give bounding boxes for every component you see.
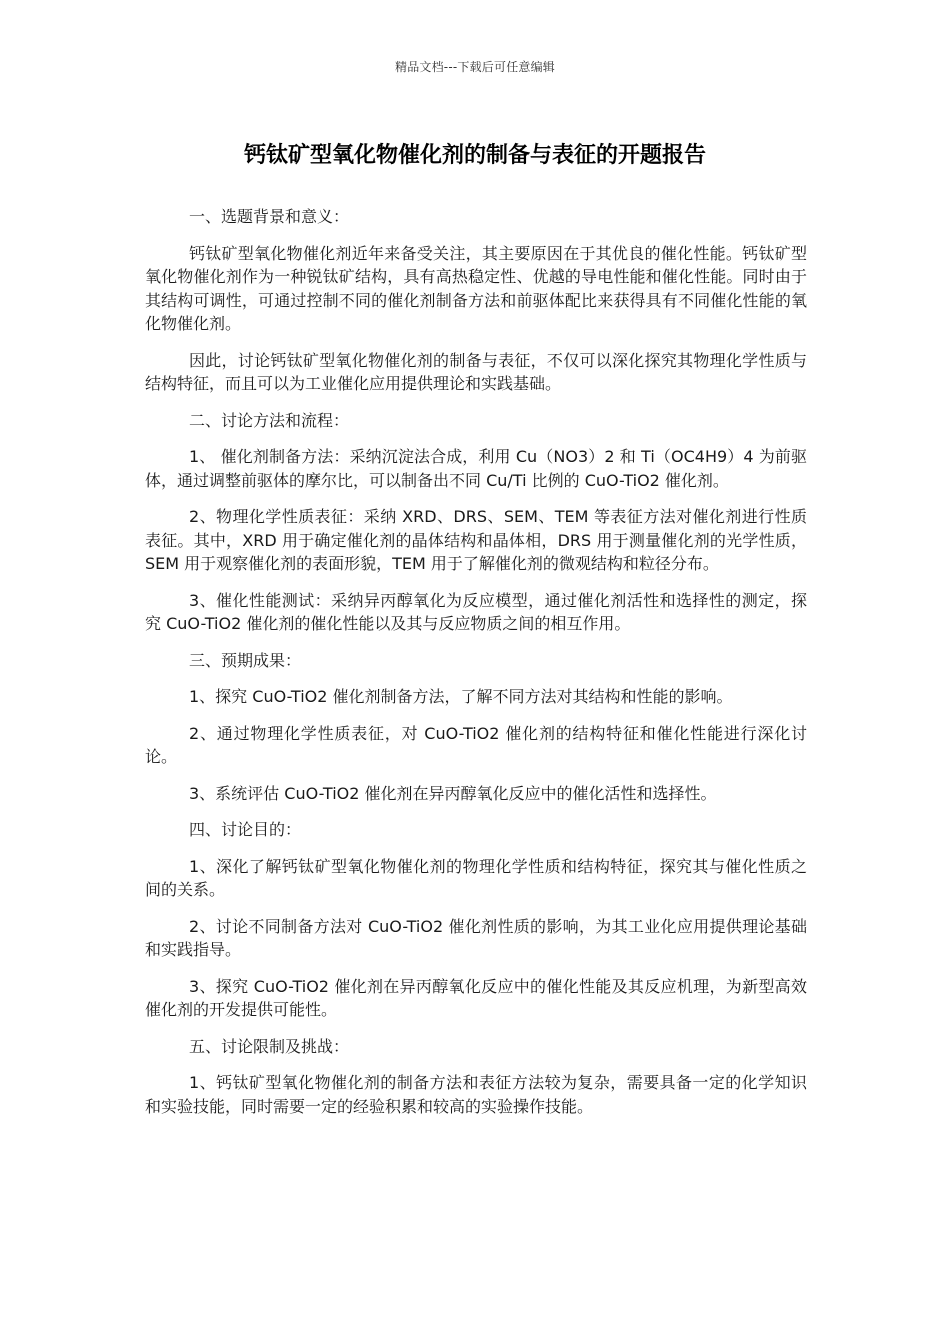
header-note: 精品文档---下载后可任意编辑: [395, 60, 555, 74]
list-item: 1、 催化剂制备方法：采纳沉淀法合成，利用 Cu（NO3）2 和 Ti（OC4H9）4 为前驱体，通过调整前驱体的摩尔比，可以制备出不同 Cu/Ti 比例的 CuO-TiO2 催化剂。: [145, 447, 807, 490]
list-item: 2、讨论不同制备方法对 CuO-TiO2 催化剂性质的影响，为其工业化应用提供理论基础和实践指导。: [145, 916, 807, 959]
list-item: 3、系统评估 CuO-TiO2 催化剂在异丙醇氧化反应中的催化活性和选择性。: [189, 783, 717, 803]
list-item: 3、探究 CuO-TiO2 催化剂在异丙醇氧化反应中的催化性能及其反应机理，为新型高效催化剂的开发提供可能性。: [145, 976, 807, 1019]
document-title: 钙钛矿型氧化物催化剂的制备与表征的开题报告: [243, 143, 706, 168]
document-body: [145, 205, 807, 1131]
list-item: 1、钙钛矿型氧化物催化剂的制备方法和表征方法较为复杂，需要具备一定的化学知识和实验技能，同时需要一定的经验积累和较高的实验操作技能。: [145, 1073, 807, 1116]
section-heading-methods: 二、讨论方法和流程：: [189, 410, 350, 430]
list-item: 3、催化性能测试：采纳异丙醇氧化为反应模型，通过催化剂活性和选择性的测定，探究 CuO-TiO2 催化剂的催化性能以及其与反应物质之间的相互作用。: [145, 590, 807, 633]
section-heading-results: 三、预期成果：: [189, 650, 302, 670]
list-item: 2、通过物理化学性质表征，对 CuO-TiO2 催化剂的结构特征和催化性能进行深化讨论。: [145, 723, 807, 766]
list-item: 2、物理化学性质表征：采纳 XRD、DRS、SEM、TEM 等表征方法对催化剂进行性质表征。其中，XRD 用于确定催化剂的晶体结构和晶体相，DRS 用于测量催化剂的光学性质，SEM 用于观察催化剂的表面形貌，TEM 用于了解催化剂的微观结构和粒径分布。: [145, 507, 807, 573]
section-heading-challenges: 五、讨论限制及挑战：: [189, 1036, 350, 1056]
paragraph: 因此，讨论钙钛矿型氧化物催化剂的制备与表征，不仅可以深化探究其物理化学性质与结构特征，而且可以为工业催化应用提供理论和实践基础。: [145, 350, 807, 393]
list-item: 1、探究 CuO-TiO2 催化剂制备方法，了解不同方法对其结构和性能的影响。: [189, 687, 733, 706]
section-heading-background: 一、选题背景和意义：: [189, 207, 350, 226]
list-item: 1、深化了解钙钛矿型氧化物催化剂的物理化学性质和结构特征，探究其与催化性质之间的关系。: [145, 856, 807, 899]
paragraph: 钙钛矿型氧化物催化剂近年来备受关注，其主要原因在于其优良的催化性能。钙钛矿型氧化物催化剂作为一种锐钛矿结构，具有高热稳定性、优越的导电性能和催化性能。同时由于其结构可调性，可通过控制不同的催化剂制备方法和前驱体配比来获得具有不同催化性能的氧化物催化剂。: [145, 243, 807, 333]
section-heading-objectives: 四、讨论目的：: [189, 820, 302, 839]
